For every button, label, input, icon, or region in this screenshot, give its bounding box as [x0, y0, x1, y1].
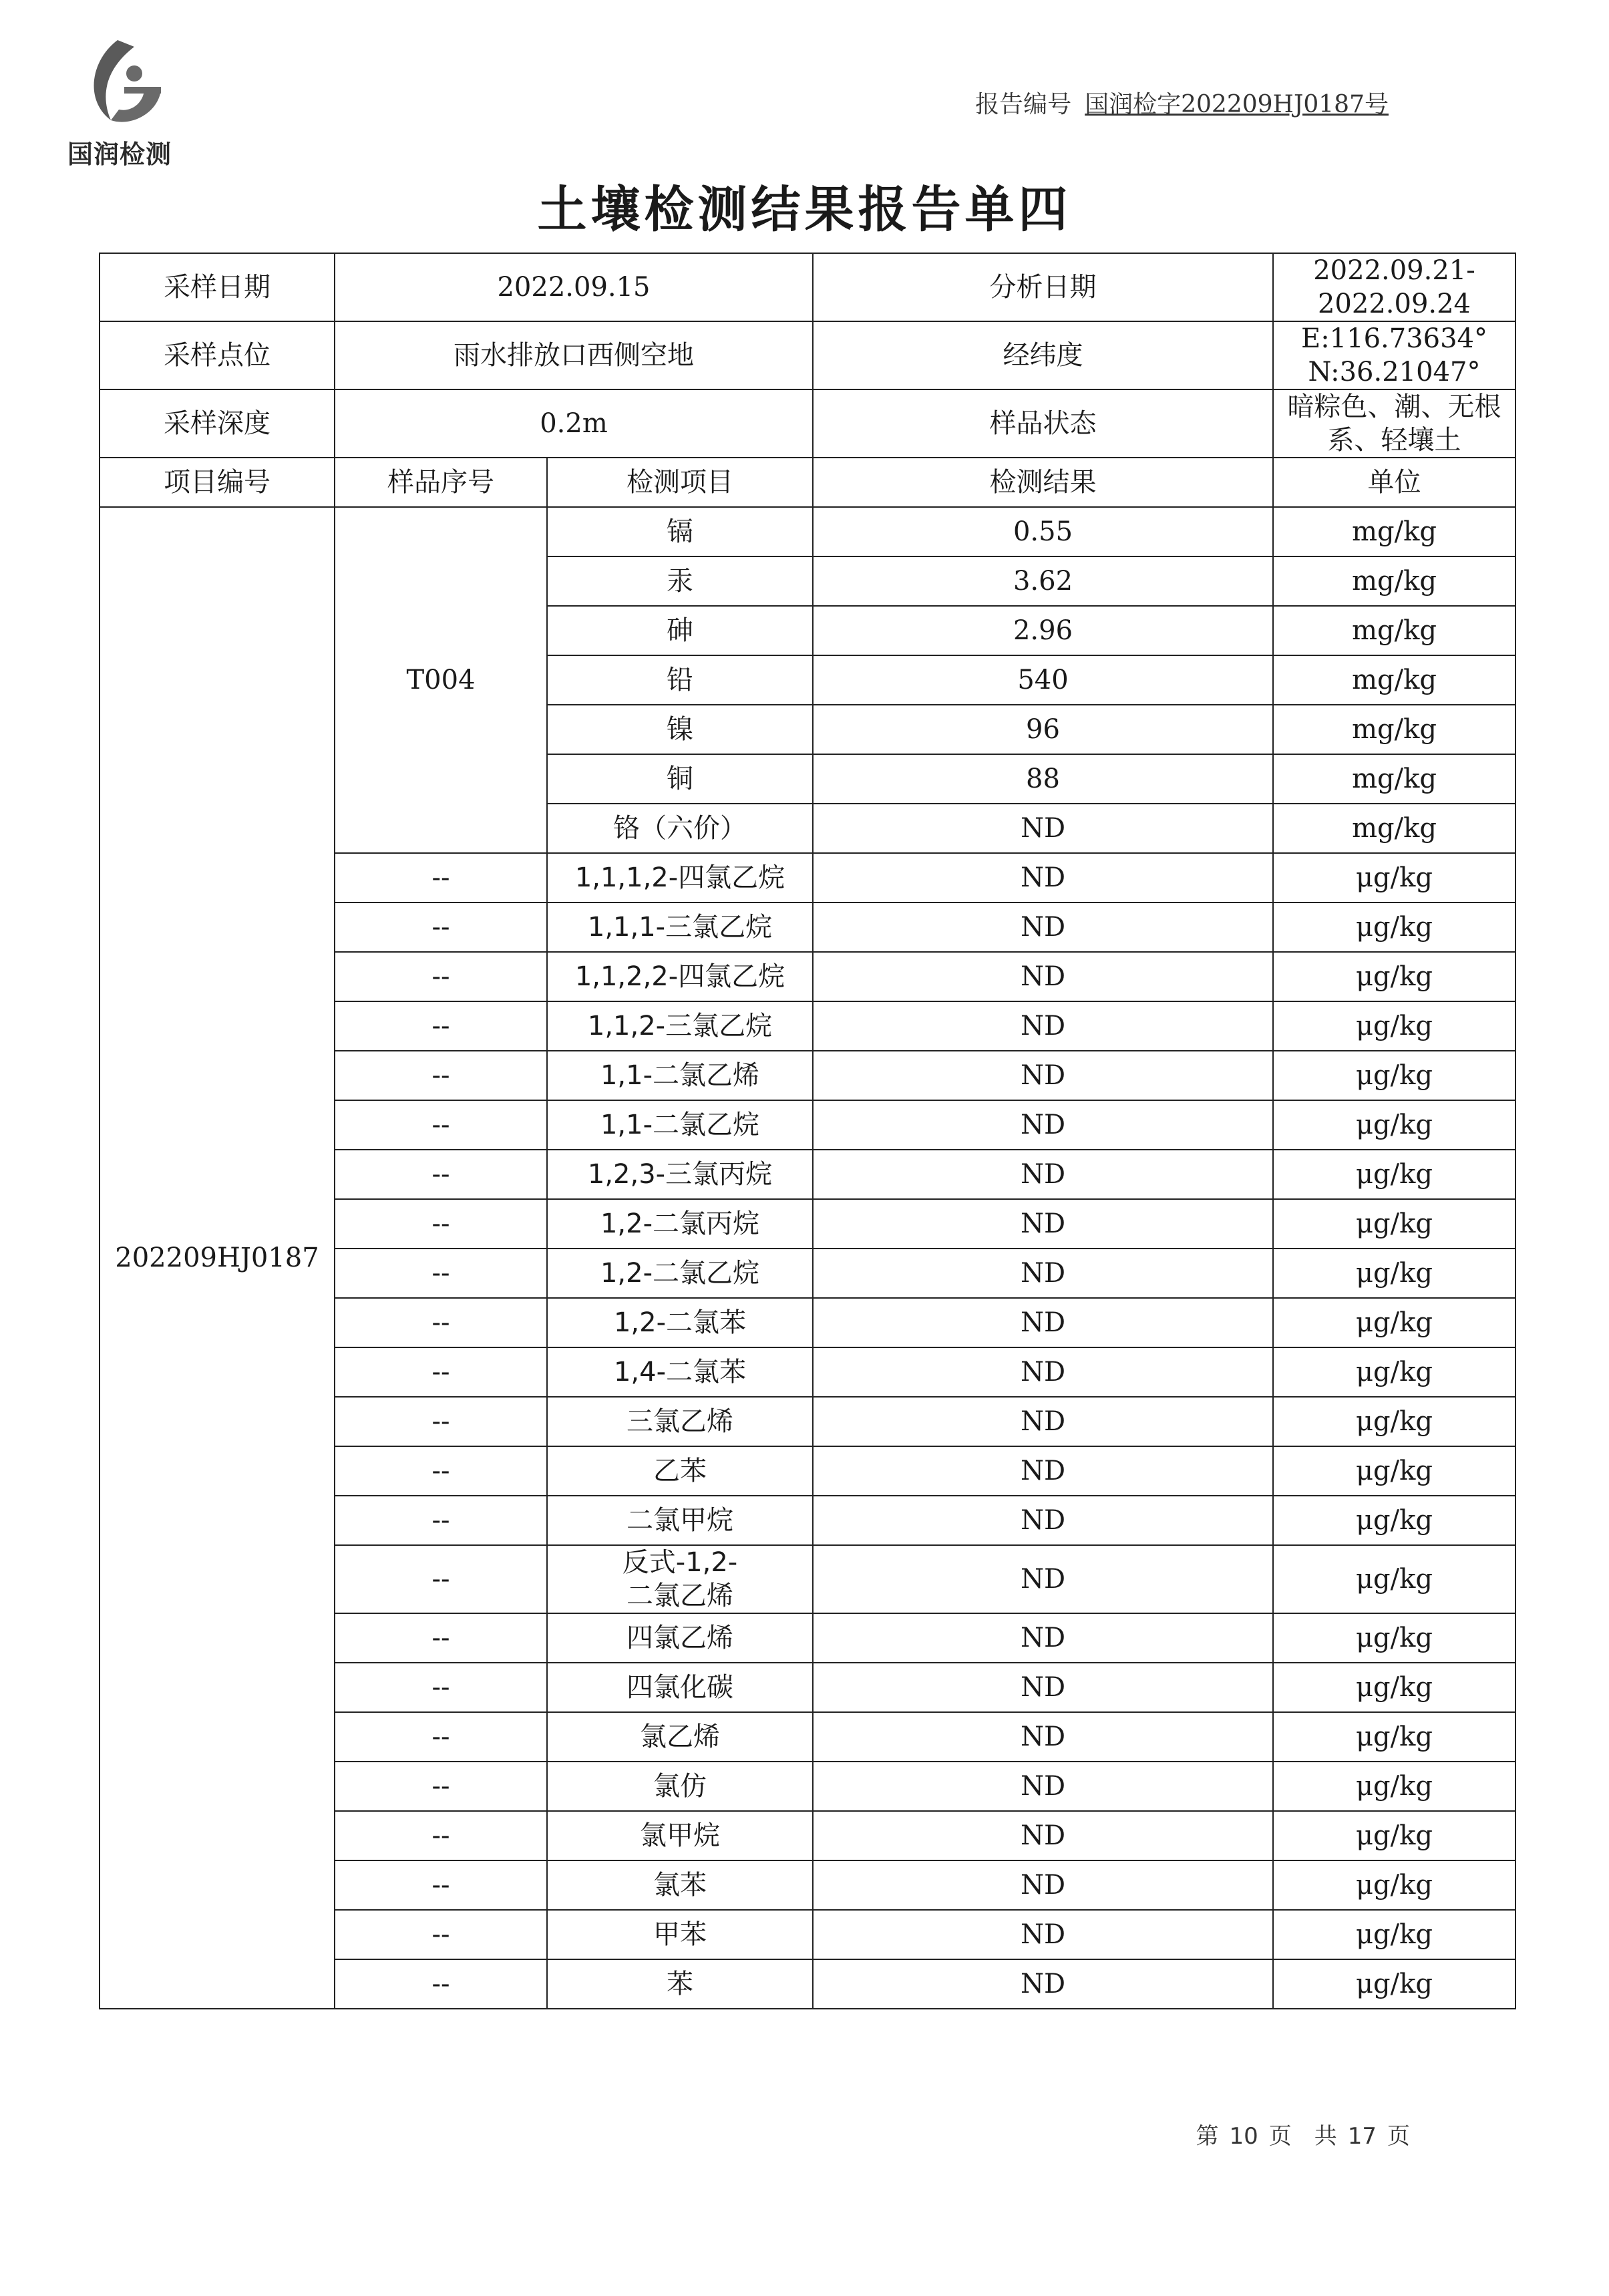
sample-no-cell: -- — [335, 952, 547, 1001]
sample-no-cell: -- — [335, 1446, 547, 1496]
result-cell: ND — [813, 1150, 1273, 1199]
item-cell: 汞 — [547, 556, 813, 606]
item-cell: 三氯乙烯 — [547, 1397, 813, 1446]
footer-page-prefix: 第 — [1196, 2123, 1219, 2150]
footer-page-mid: 页 共 — [1268, 2123, 1337, 2150]
item-cell: 镉 — [547, 507, 813, 556]
item-cell: 1,2-二氯乙烷 — [547, 1249, 813, 1298]
result-cell: ND — [813, 1712, 1273, 1762]
sampling-point-value: 雨水排放口西侧空地 — [335, 321, 813, 389]
result-cell: 540 — [813, 655, 1273, 705]
sample-no-cell: -- — [335, 1001, 547, 1051]
unit-cell: μg/kg — [1273, 1910, 1515, 1959]
item-cell: 四氯化碳 — [547, 1663, 813, 1712]
sample-no-cell: -- — [335, 1712, 547, 1762]
item-cell: 反式-1,2- 二氯乙烯 — [547, 1545, 813, 1613]
item-cell: 砷 — [547, 606, 813, 655]
logo-text: 国润检测 — [67, 140, 172, 169]
sample-no-cell: -- — [335, 1150, 547, 1199]
item-cell: 铅 — [547, 655, 813, 705]
unit-cell: μg/kg — [1273, 1613, 1515, 1663]
unit-cell: mg/kg — [1273, 507, 1515, 556]
result-cell: ND — [813, 1051, 1273, 1100]
sample-no-cell: -- — [335, 1663, 547, 1712]
analysis-date-label: 分析日期 — [813, 253, 1273, 321]
col-project-no: 项目编号 — [100, 458, 335, 507]
unit-cell: μg/kg — [1273, 1959, 1515, 2009]
unit-cell: mg/kg — [1273, 655, 1515, 705]
unit-cell: μg/kg — [1273, 1298, 1515, 1347]
result-cell: ND — [813, 1910, 1273, 1959]
item-cell: 1,4-二氯苯 — [547, 1347, 813, 1397]
unit-cell: mg/kg — [1273, 606, 1515, 655]
unit-cell: mg/kg — [1273, 754, 1515, 804]
sample-no-cell: -- — [335, 1298, 547, 1347]
sample-state-label: 样品状态 — [813, 389, 1273, 458]
latlon-label: 经纬度 — [813, 321, 1273, 389]
latlon-value: E:116.73634° N:36.21047° — [1273, 321, 1515, 389]
result-cell: ND — [813, 1613, 1273, 1663]
item-cell: 1,1,2-三氯乙烷 — [547, 1001, 813, 1051]
result-cell: 88 — [813, 754, 1273, 804]
col-result: 检测结果 — [813, 458, 1273, 507]
unit-cell: μg/kg — [1273, 1199, 1515, 1249]
unit-cell: μg/kg — [1273, 1150, 1515, 1199]
info-row-2 — [100, 321, 1515, 389]
depth-label: 采样深度 — [100, 389, 335, 458]
item-cell: 二氯甲烷 — [547, 1496, 813, 1545]
sample-no-cell: -- — [335, 1051, 547, 1100]
result-cell: ND — [813, 1397, 1273, 1446]
result-cell: ND — [813, 1347, 1273, 1397]
unit-cell: μg/kg — [1273, 1811, 1515, 1860]
item-cell: 1,2-二氯苯 — [547, 1298, 813, 1347]
result-cell: ND — [813, 1959, 1273, 2009]
result-cell: 96 — [813, 705, 1273, 754]
result-cell: ND — [813, 1762, 1273, 1811]
logo-mark-icon — [71, 33, 171, 134]
item-cell: 1,1,1-三氯乙烷 — [547, 903, 813, 952]
result-cell: ND — [813, 1249, 1273, 1298]
sample-no-cell: -- — [335, 1199, 547, 1249]
page-footer — [1190, 2118, 1415, 2150]
info-row-3 — [100, 389, 1515, 458]
sample-state-value: 暗粽色、潮、无根系、轻壤土 — [1273, 389, 1515, 458]
result-cell: ND — [813, 1663, 1273, 1712]
unit-cell: μg/kg — [1273, 1545, 1515, 1613]
unit-cell: μg/kg — [1273, 952, 1515, 1001]
sample-no-cell: -- — [335, 1496, 547, 1545]
item-cell: 镍 — [547, 705, 813, 754]
table-row — [100, 507, 1515, 556]
unit-cell: mg/kg — [1273, 804, 1515, 853]
item-cell: 甲苯 — [547, 1910, 813, 1959]
result-cell: ND — [813, 1811, 1273, 1860]
unit-cell: μg/kg — [1273, 1762, 1515, 1811]
result-cell: 0.55 — [813, 507, 1273, 556]
report-number-label: 报告编号 — [975, 91, 1072, 118]
sample-no-cell: -- — [335, 1910, 547, 1959]
unit-cell: μg/kg — [1273, 853, 1515, 903]
result-cell: ND — [813, 1446, 1273, 1496]
result-cell: ND — [813, 853, 1273, 903]
footer-page-current: 10 — [1229, 2123, 1258, 2150]
unit-cell: μg/kg — [1273, 1001, 1515, 1051]
result-cell: ND — [813, 804, 1273, 853]
unit-cell: μg/kg — [1273, 1249, 1515, 1298]
sample-no-cell: -- — [335, 1811, 547, 1860]
sample-no-cell: -- — [335, 903, 547, 952]
unit-cell: mg/kg — [1273, 705, 1515, 754]
item-cell: 1,1-二氯乙烷 — [547, 1100, 813, 1150]
company-logo — [56, 33, 183, 167]
sample-no-cell: -- — [335, 1100, 547, 1150]
footer-page-total: 17 — [1347, 2123, 1377, 2150]
item-cell: 四氯乙烯 — [547, 1613, 813, 1663]
unit-cell: μg/kg — [1273, 1446, 1515, 1496]
col-item: 检测项目 — [547, 458, 813, 507]
sample-no-cell: -- — [335, 853, 547, 903]
result-cell: ND — [813, 1496, 1273, 1545]
depth-value: 0.2m — [335, 389, 813, 458]
unit-cell: μg/kg — [1273, 1100, 1515, 1150]
column-header-row — [100, 458, 1515, 507]
page-title: 土壤检测结果报告单四 — [537, 181, 1072, 238]
report-number-value: 国润检字202209HJ0187号 — [1085, 91, 1389, 118]
sampling-date-label: 采样日期 — [100, 253, 335, 321]
sample-no-cell: -- — [335, 1397, 547, 1446]
result-cell: 3.62 — [813, 556, 1273, 606]
sample-no-cell: -- — [335, 1860, 547, 1910]
item-cell: 氯仿 — [547, 1762, 813, 1811]
result-cell: ND — [813, 903, 1273, 952]
analysis-date-value: 2022.09.21-2022.09.24 — [1273, 253, 1515, 321]
unit-cell: μg/kg — [1273, 1496, 1515, 1545]
info-row-1 — [100, 253, 1515, 321]
sample-no-cell: -- — [335, 1545, 547, 1613]
report-number — [975, 86, 1389, 120]
result-cell: ND — [813, 1545, 1273, 1613]
unit-cell: μg/kg — [1273, 1051, 1515, 1100]
result-cell: 2.96 — [813, 606, 1273, 655]
item-cell: 1,2,3-三氯丙烷 — [547, 1150, 813, 1199]
sampling-point-label: 采样点位 — [100, 321, 335, 389]
item-cell: 氯乙烯 — [547, 1712, 813, 1762]
unit-cell: μg/kg — [1273, 1663, 1515, 1712]
col-sample-no: 样品序号 — [335, 458, 547, 507]
results-table — [99, 253, 1516, 2009]
result-cell: ND — [813, 1001, 1273, 1051]
item-cell: 1,1,2,2-四氯乙烷 — [547, 952, 813, 1001]
sampling-date-value: 2022.09.15 — [335, 253, 813, 321]
unit-cell: μg/kg — [1273, 903, 1515, 952]
unit-cell: μg/kg — [1273, 1397, 1515, 1446]
unit-cell: μg/kg — [1273, 1347, 1515, 1397]
result-cell: ND — [813, 1860, 1273, 1910]
unit-cell: μg/kg — [1273, 1860, 1515, 1910]
unit-cell: μg/kg — [1273, 1712, 1515, 1762]
sample-no-cell: -- — [335, 1613, 547, 1663]
item-cell: 1,1-二氯乙烯 — [547, 1051, 813, 1100]
item-cell: 苯 — [547, 1959, 813, 2009]
item-cell: 氯甲烷 — [547, 1811, 813, 1860]
sample-no-cell: -- — [335, 1249, 547, 1298]
item-cell: 铬（六价） — [547, 804, 813, 853]
sample-no-cell: -- — [335, 1762, 547, 1811]
result-cell: ND — [813, 1298, 1273, 1347]
col-unit: 单位 — [1273, 458, 1515, 507]
sample-no-cell: -- — [335, 1347, 547, 1397]
result-cell: ND — [813, 952, 1273, 1001]
sample-no-cell: -- — [335, 1959, 547, 2009]
project-no-cell: 202209HJ0187 — [100, 507, 335, 2009]
item-cell: 乙苯 — [547, 1446, 813, 1496]
footer-page-suffix: 页 — [1387, 2123, 1410, 2150]
metals-sample-no-cell: T004 — [335, 507, 547, 853]
item-cell: 1,2-二氯丙烷 — [547, 1199, 813, 1249]
item-cell: 铜 — [547, 754, 813, 804]
result-cell: ND — [813, 1199, 1273, 1249]
item-cell: 1,1,1,2-四氯乙烷 — [547, 853, 813, 903]
item-cell: 氯苯 — [547, 1860, 813, 1910]
result-cell: ND — [813, 1100, 1273, 1150]
unit-cell: mg/kg — [1273, 556, 1515, 606]
